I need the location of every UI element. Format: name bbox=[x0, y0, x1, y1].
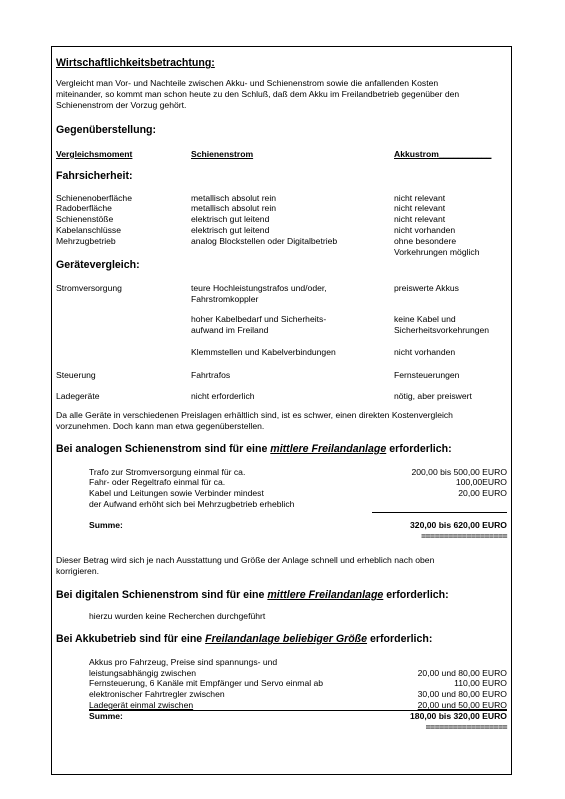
device-power-label: Stromversorgung bbox=[56, 283, 122, 293]
battery-item-label: Fernsteuerung, 6 Kanäle mit Empfänger und Servo einmal ab bbox=[89, 678, 324, 688]
safety-moment: Radoberfläche bbox=[56, 203, 112, 213]
price-note-line-2: vorzunehmen. Doch kann man etwa gegenüberstellen. bbox=[56, 421, 265, 431]
intro-line-2: miteinander, so kommt man schon heute zu den Schluß, daß dem Akku im Freilandbetrieb gegenüber den bbox=[56, 89, 460, 99]
safety-battery: nicht relevant bbox=[394, 214, 446, 224]
battery-sum-label: Summe: bbox=[89, 711, 123, 721]
device-charger-label: Ladegeräte bbox=[56, 391, 100, 401]
safety-battery: nicht vorhanden bbox=[394, 225, 456, 235]
analog-sum-divider bbox=[372, 512, 507, 513]
battery-item-amount: 20,00 und 80,00 EURO bbox=[417, 668, 507, 678]
document-title: Wirtschaftlichkeitsbetrachtung: bbox=[56, 57, 215, 69]
battery-item-label: Ladegerät einmal zwischen bbox=[89, 700, 194, 710]
battery-sum-rule: ================== bbox=[425, 722, 507, 732]
device-control-battery: Fernsteuerungen bbox=[394, 370, 460, 380]
battery-item-label: elektronischer Fahrtregler zwischen bbox=[89, 689, 225, 699]
device-power-rail: teure Hochleistungstrafos und/oder, bbox=[191, 283, 327, 293]
analog-item-amount: 100,00EURO bbox=[455, 477, 507, 487]
device-cable-rail-cont: aufwand im Freiland bbox=[191, 325, 269, 335]
analog-heading: Bei analogen Schienenstrom sind für eine mittlere Freilandanlage erforderlich: bbox=[56, 443, 452, 455]
battery-item-amount: 20,00 und 50,00 EURO bbox=[417, 700, 507, 710]
safety-rail: analog Blockstellen oder Digitalbetrieb bbox=[191, 236, 338, 246]
battery-item-label-cont: leistungsabhängig zwischen bbox=[89, 668, 197, 678]
analog-extra: der Aufwand erhöht sich bei Mehrzugbetrieb erheblich bbox=[89, 499, 295, 509]
safety-moment: Mehrzugbetrieb bbox=[56, 236, 116, 246]
analog-item-label: Fahr- oder Regeltrafo einmal für ca. bbox=[89, 477, 226, 487]
safety-rail: metallisch absolut rein bbox=[191, 203, 277, 213]
device-control-rail: Fahrtrafos bbox=[191, 370, 231, 380]
comparison-heading: Gegenüberstellung: bbox=[56, 124, 157, 136]
analog-item-label: Kabel und Leitungen sowie Verbinder mindest bbox=[89, 488, 264, 498]
analog-item-label: Trafo zur Stromversorgung einmal für ca. bbox=[89, 467, 246, 477]
col-header-rail: Schienenstrom bbox=[191, 149, 254, 159]
device-clamp-battery: nicht vorhanden bbox=[394, 347, 456, 357]
battery-sum-amount: 180,00 bis 320,00 EURO bbox=[410, 711, 507, 721]
analog-item-amount: 20,00 EURO bbox=[458, 488, 507, 498]
digital-heading: Bei digitalen Schienenstrom sind für eine mittlere Freilandanlage erforderlich: bbox=[56, 589, 449, 601]
safety-battery: nicht relevant bbox=[394, 203, 446, 213]
col-header-moment: Vergleichsmoment bbox=[56, 149, 133, 159]
analog-sum-amount: 320,00 bis 620,00 EURO bbox=[410, 520, 507, 530]
analog-note-line-1: Dieser Betrag wird sich je nach Ausstattung und Größe der Anlage schnell und erheblich nach oben bbox=[56, 555, 435, 565]
device-cable-rail: hoher Kabelbedarf und Sicherheits- bbox=[191, 314, 327, 324]
digital-text: hierzu wurden keine Recherchen durchgeführt bbox=[89, 611, 266, 621]
safety-moment: Schienenstöße bbox=[56, 214, 114, 224]
battery-item-label: Akkus pro Fahrzeug, Preise sind spannungs- und bbox=[89, 657, 278, 667]
safety-rail: elektrisch gut leitend bbox=[191, 225, 270, 235]
safety-moment: Kabelanschlüsse bbox=[56, 225, 121, 235]
device-charger-battery: nötig, aber preiswert bbox=[394, 391, 472, 401]
col-header-battery: Akkustrom___________ bbox=[394, 149, 492, 159]
analog-sum-label: Summe: bbox=[89, 520, 123, 530]
safety-moment: Schienenoberfläche bbox=[56, 193, 132, 203]
device-power-rail-cont: Fahrstromkoppler bbox=[191, 294, 259, 304]
battery-item-amount: 30,00 und 80,00 EURO bbox=[417, 689, 507, 699]
price-note-line-1: Da alle Geräte in verschiedenen Preislagen erhältlich sind, ist es schwer, einen direkten Kostenvergleich bbox=[56, 410, 453, 420]
device-control-label: Steuerung bbox=[56, 370, 96, 380]
device-charger-rail: nicht erforderlich bbox=[191, 391, 255, 401]
device-cable-battery-cont: Sicherheitsvorkehrungen bbox=[394, 325, 490, 335]
battery-item-amount: 110,00 EURO bbox=[454, 678, 507, 688]
devices-heading: Gerätevergleich: bbox=[56, 259, 140, 271]
intro-line-1: Vergleicht man Vor- und Nachteile zwischen Akku- und Schienenstrom sowie die anfallenden Kosten bbox=[56, 78, 439, 88]
battery-heading: Bei Akkubetrieb sind für eine Freilandanlage beliebiger Größe erforderlich: bbox=[56, 633, 433, 645]
safety-battery: nicht relevant bbox=[394, 193, 446, 203]
device-cable-battery: keine Kabel und bbox=[394, 314, 456, 324]
safety-battery: ohne besondere bbox=[394, 236, 457, 246]
safety-battery-cont: Vorkehrungen möglich bbox=[394, 247, 480, 257]
safety-rail: metallisch absolut rein bbox=[191, 193, 277, 203]
analog-item-amount: 200,00 bis 500,00 EURO bbox=[411, 467, 507, 477]
safety-rail: elektrisch gut leitend bbox=[191, 214, 270, 224]
intro-line-3: Schienenstrom der Vorzug gehört. bbox=[56, 100, 187, 110]
device-clamp-rail: Klemmstellen und Kabelverbindungen bbox=[191, 347, 336, 357]
device-power-battery: preiswerte Akkus bbox=[394, 283, 459, 293]
analog-sum-rule: =================== bbox=[421, 531, 507, 541]
analog-note-line-2: korrigieren. bbox=[56, 566, 99, 576]
safety-heading: Fahrsicherheit: bbox=[56, 170, 133, 182]
